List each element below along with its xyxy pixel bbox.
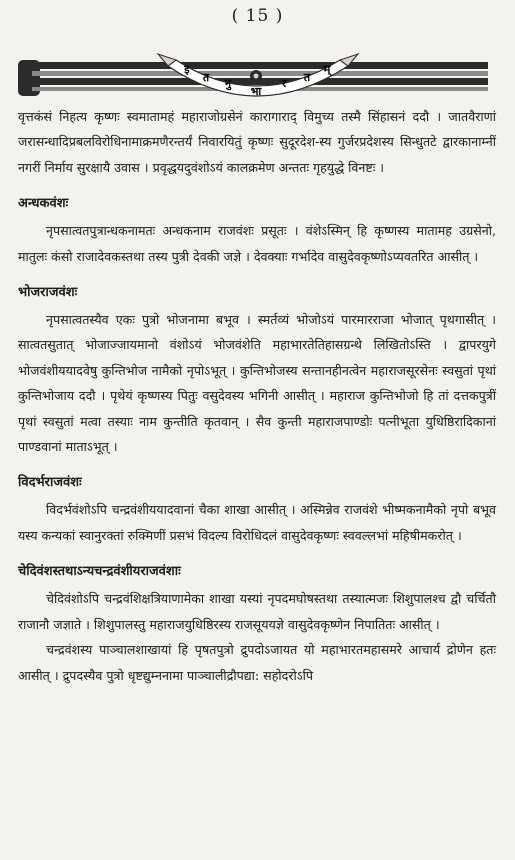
section-heading-vidarbha: विदर्भराजवंशः [18, 475, 82, 491]
banner-letter: त [202, 71, 210, 84]
section-text-bhoja: नृपसात्वतस्यैव एकः पुत्रो भोजनामा बभूव । स्मर्तव्यं भोजोऽयं पारमारराजा भोजात् पृथगासीत् । सात्वतसुतात् भोजाज्जायमानो वंशोऽयं भोजवंशेति महाभारतेतिहासग्रन्थे लिखितोऽस्ति । द्वापरयुगे भोजवंशीययादवेषु कुन्तिभोज नामैको नृपोऽभूत् । कुन्तिभोजस्य सन्तानहीनत्वेन महाराजसूरसेनः स्वसुतां पृथां कुन्तिभोजाय ददौ । पृथेयं कृष्णस्य पितुः वसुदेवस्य भगिनी आसीत् । महाराज कुन्तिभोजो हि तां दत्तकपुत्रीं पृथां स्वसुतां मत्वा तस्याः नाम कुन्तीति कृतवान् । सैव कुन्ती महाराजपाण्डोः पत्नीभूता युधिष्ठिरादिकानां पाण्डवानां माताऽभूत् । [18, 312, 496, 455]
banner-graphic [18, 40, 492, 102]
section-text-andhaka: नृपसात्वतपुत्रान्धकनामतः अन्धकनाम राजवंशः प्रसूतः । वंशेऽस्मिन् हि कृष्णस्य मातामह उग्रसेनो, मातुलः कंसो राजादेवकस्तथा तस्य पुत्री देवकी जज्ञे । देवक्याः गर्भादेव वासुदेवकृष्णोऽप्यवतरित आसीत् । [18, 223, 496, 264]
closing-paragraph: चन्द्रवंशस्य पाञ्चालशाखायां हि पृषतपुत्रो द्रुपदोऽजायत यो महाभारतमहासमरे आचार्य द्रोणेन हतः आसीत् । द्रुपदस्यैव पुत्रो धृष्टद्युम्ननामा पाञ्चालीद्रौपद्या: सहोदरोऽपि [18, 642, 496, 683]
section-heading-andhaka: अन्धकवंशः [18, 196, 69, 212]
banner-letter: नु [224, 77, 232, 90]
banner-band-top [32, 62, 488, 69]
banner-emblem-center [254, 74, 259, 79]
banner-letter: इ [184, 63, 190, 76]
page-content [18, 104, 496, 688]
banner-letter: त [303, 71, 311, 84]
section-text-chedi: चेदिवंशोऽपि चन्द्रवंशिक्षत्रियाणामेका शाखा यस्यां नृपदमघोषस्तथा तस्यात्मजः शिशुपालश्च द्वौ चर्चितौ राजानौ जज्ञाते । शिशुपालस्तु महाराजयुधिष्ठिरस्य राजसूययज्ञे वासुदेवकृष्णेन निपातितः आसीत् । [18, 591, 496, 632]
section-heading-bhoja: भोजराजवंशः [18, 285, 78, 301]
banner-letter: भा [250, 85, 262, 98]
intro-paragraph: वृत्तकंसं निहत्य कृष्णः स्वमातामहं महाराजोग्रसेनं कारागाराद् विमुच्य तस्मै सिंहासनं ददौ । जातवैराणां जरासन्धादिप्रबलविरोधिनामाक्रमणैरन्तर्यं निवारयितुं कृष्णः सुदूरदेश-स्य गुर्जरप्रदेशस्य सिन्धुतटे द्वारकानाम्नीं नगरीं निर्माय सुरक्षायै उवास । प्रवृद्धयदुवंशोऽयं कालक्रमेण अन्ततः गृहयुद्धे विनष्टः । [18, 109, 496, 175]
itanubharatam-banner [18, 40, 492, 102]
section-text-vidarbha: विदर्भवंशोऽपि चन्द्रवंशीययादवानां चैका शाखा आसीत् । अस्मिन्नेव राजवंशे भीष्मकनामैको नृपो बभूव यस्य कन्यकां स्वानुरक्तां रुक्मिणीं प्रसभं विदल्य विरोधिदलं वासुदेवकृष्णः स्ववल्लभां महिषीमकरोत् । [18, 502, 496, 543]
section-heading-chedi: चेदिवंशस्तथाऽन्यचन्द्रवंशीयराजवंशाः [18, 564, 181, 580]
page-number: ( 15 ) [231, 6, 284, 26]
banner-letter: र [281, 77, 287, 90]
banner-letter: म् [323, 63, 331, 76]
